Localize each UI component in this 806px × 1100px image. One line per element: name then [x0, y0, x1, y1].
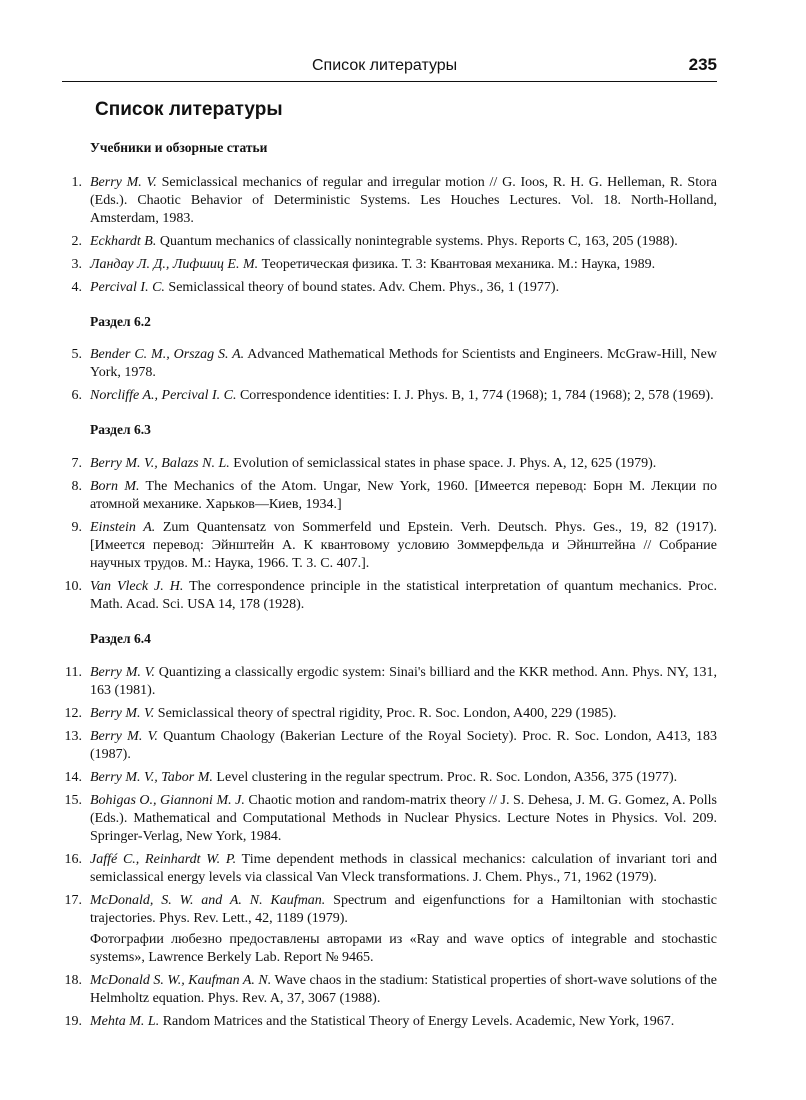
reference-text: Zum Quantensatz von Sommerfeld und Epstein. Verh. Deutsch. Phys. Ges., 19, 82 (1917). [Имеется перевод: Эйнштейн А. К квантовому условию Зоммерфельда и Эйнштейна // Собрание научных трудов. М.: Наука, 1966. Т. 3. С. 407.]. [90, 520, 717, 571]
reference-authors: Percival I. C. [90, 280, 165, 295]
reference-item [62, 769, 717, 787]
reference-authors: McDonald S. W., Kaufman A. N. [90, 973, 272, 988]
reference-text: Time dependent methods in classical mechanics: calculation of invariant tori and semiclassical energy levels via classical Van Vleck transformations. J. Chem. Phys., 71, 1962 (1979). [90, 852, 717, 885]
reference-item [62, 705, 717, 723]
reference-item [62, 279, 717, 297]
reference-text: Spectrum and eigenfunctions for a Hamiltonian with stochastic trajectories. Phys. Rev. Lett., 42, 1189 (1979). [90, 893, 717, 926]
section-heading: Учебники и обзорные статьи [90, 140, 268, 155]
reference-authors: Berry M. V. [90, 665, 155, 680]
reference-authors: Berry M. V., Balazs N. L. [90, 456, 230, 471]
reference-number: 7. [71, 456, 82, 471]
reference-number: 4. [71, 280, 82, 295]
reference-number: 14. [64, 770, 82, 785]
reference-number: 5. [71, 347, 82, 362]
reference-item [62, 346, 717, 382]
reference-item [62, 892, 717, 928]
section-heading: Раздел 6.3 [90, 422, 151, 437]
reference-authors: Berry M. V., Tabor M. [90, 770, 213, 785]
running-head [62, 55, 717, 82]
reference-item [62, 256, 717, 274]
reference-item [62, 728, 717, 764]
page-title: Список литературы [95, 99, 283, 120]
reference-number: 18. [64, 973, 82, 988]
reference-text: Random Matrices and the Statistical Theory of Energy Levels. Academic, New York, 1967. [159, 1014, 675, 1029]
reference-number: 12. [64, 706, 82, 721]
reference-number: 16. [64, 852, 82, 867]
reference-authors: Norcliffe A., Percival I. C. [90, 388, 237, 403]
reference-authors: Eckhardt B. [90, 234, 157, 249]
reference-number: 10. [64, 579, 82, 594]
reference-number: 9. [71, 520, 82, 535]
reference-text: Correspondence identities: I. J. Phys. B, 1, 774 (1968); 1, 784 (1968); 2, 578 (1969). [236, 388, 714, 403]
reference-number: 19. [64, 1014, 82, 1029]
reference-text: Semiclassical mechanics of regular and irregular motion // G. Ioos, R. H. G. Helleman, R. Stora (Eds.). Chaotic Behavior of Deterministic Systems. Les Houches Lectures. Vol. 18. North-Holland, Amsterdam, 1983. [90, 175, 717, 226]
reference-number: 11. [65, 665, 82, 680]
reference-text: Теоретическая физика. Т. 3: Квантовая механика. М.: Наука, 1989. [258, 257, 656, 272]
reference-item [62, 519, 717, 573]
running-title: Список литературы [312, 57, 458, 74]
bibliography [62, 139, 717, 1036]
reference-text: Wave chaos in the stadium: Statistical properties of short-wave solutions of the Helmholtz equation. Phys. Rev. A, 37, 3067 (1988). [90, 973, 717, 1006]
section-heading: Раздел 6.2 [90, 314, 151, 329]
page-number: 235 [688, 55, 717, 74]
reference-authors: Born M. [90, 479, 140, 494]
reference-number: 8. [71, 479, 82, 494]
reference-text: Semiclassical theory of bound states. Adv. Chem. Phys., 36, 1 (1977). [164, 280, 560, 295]
reference-text: Quantum mechanics of classically nonintegrable systems. Phys. Reports C, 163, 205 (1988). [156, 234, 678, 249]
reference-text: Evolution of semiclassical states in phase space. J. Phys. A, 12, 625 (1979). [229, 456, 657, 471]
reference-item [62, 972, 717, 1008]
reference-item [62, 233, 717, 251]
reference-text: The correspondence principle in the statistical interpretation of quantum mechanics. Proc. Math. Acad. Sci. USA 14, 178 (1928). [90, 579, 717, 612]
reference-authors: Berry M. V. [90, 175, 157, 190]
photo-credit-note: Фотографии любезно предоставлены авторами из «Ray and wave optics of integrable and stochastic systems», Lawrence Berkely Lab. Report № 9465. [90, 932, 717, 965]
reference-authors: Berry M. V. [90, 729, 158, 744]
reference-text: Advanced Mathematical Methods for Scientists and Engineers. McGraw-Hill, New York, 1978. [90, 347, 717, 380]
reference-number: 6. [71, 388, 82, 403]
reference-text: Quantum Chaology (Bakerian Lecture of the Royal Society). Proc. R. Soc. London, A413, 183 (1987). [90, 729, 717, 762]
reference-authors: Van Vleck J. H. [90, 579, 184, 594]
reference-text: Chaotic motion and random-matrix theory // J. S. Dehesa, J. M. G. Gomez, A. Polls (Eds.). Mathematical and Computational Methods in Nuclear Physics. Lecture Notes in Physics. Vol. 209. Springer-Verlag, New York, 1984. [90, 793, 718, 844]
reference-number: 15. [64, 793, 82, 808]
reference-text: Quantizing a classically ergodic system: Sinai's billiard and the KKR method. Ann. Phys. NY, 131, 163 (1981). [90, 665, 718, 698]
reference-number: 2. [71, 234, 82, 249]
reference-authors: Einstein A. [90, 520, 156, 535]
reference-item [62, 792, 717, 846]
reference-authors: Mehta M. L. [90, 1014, 160, 1029]
reference-number: 17. [64, 893, 82, 908]
reference-item [62, 174, 717, 228]
reference-item [62, 851, 717, 887]
reference-item [62, 578, 717, 614]
reference-authors: Jaffé C., Reinhardt W. P. [90, 852, 237, 867]
reference-item [62, 664, 717, 700]
reference-number: 3. [71, 257, 82, 272]
reference-text: Level clustering in the regular spectrum. Proc. R. Soc. London, A356, 375 (1977). [212, 770, 678, 785]
reference-number: 1. [71, 175, 82, 190]
reference-authors: Bohigas O., Giannoni M. J. [90, 793, 245, 808]
reference-authors: Berry M. V. [90, 706, 155, 721]
reference-authors: Bender C. M., Orszag S. A. [90, 347, 245, 362]
reference-authors: Ландау Л. Д., Лифшиц Е. М. [90, 257, 259, 272]
reference-text: The Mechanics of the Atom. Ungar, New York, 1960. [Имеется перевод: Борн М. Лекции по атомной механике. Харьков—Киев, 1934.] [90, 479, 717, 512]
reference-number: 13. [64, 729, 82, 744]
reference-item [62, 455, 717, 473]
reference-authors: McDonald, S. W. and A. N. Kaufman. [90, 893, 326, 908]
reference-item [62, 387, 717, 405]
reference-item [62, 478, 717, 514]
section-heading: Раздел 6.4 [90, 631, 151, 646]
reference-item [62, 1013, 717, 1031]
reference-text: Semiclassical theory of spectral rigidity, Proc. R. Soc. London, A400, 229 (1985). [154, 706, 617, 721]
